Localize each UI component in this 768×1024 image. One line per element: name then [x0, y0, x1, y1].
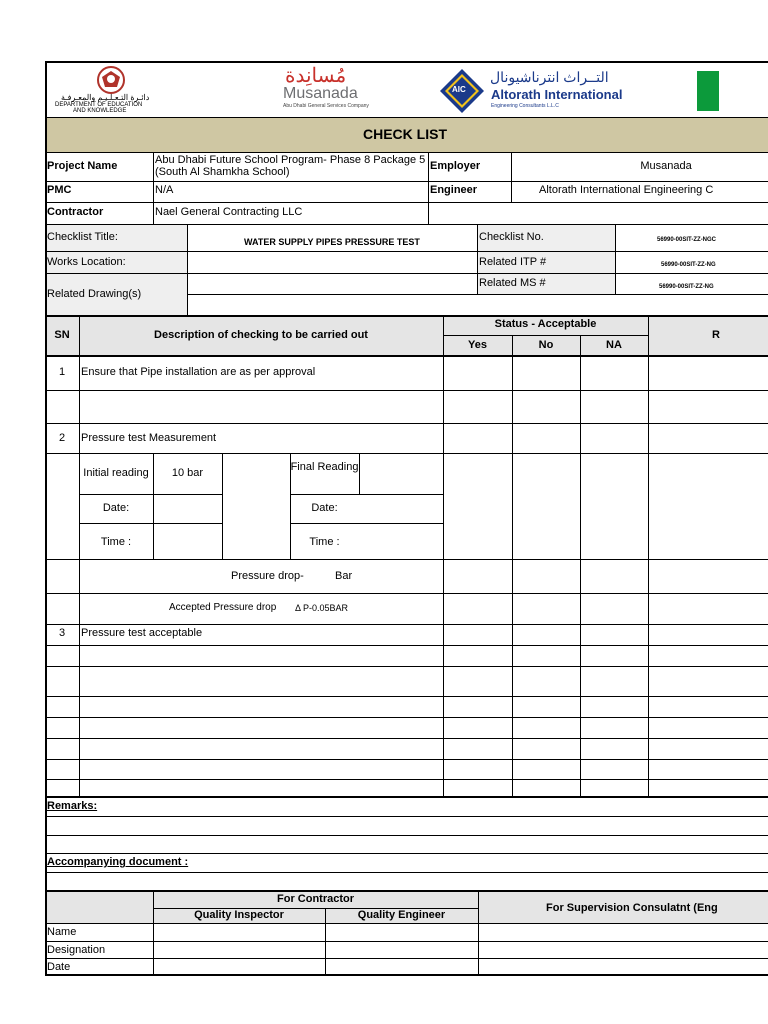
row-2-text: Pressure test Measurement	[81, 432, 217, 444]
project-name-label: Project Name	[47, 160, 118, 172]
related-itp-value: 56990-00SIT-ZZ-NG	[661, 262, 716, 268]
for-supervision-header: For Supervision Consulatnt (Eng	[546, 902, 718, 914]
related-drawings-label: Related Drawing(s)	[47, 288, 142, 300]
musanada-arabic: مُسانِدة	[285, 65, 347, 87]
pmc-value: N/A	[155, 184, 174, 196]
page-title: CHECK LIST	[363, 126, 447, 142]
row-3-sn: 3	[58, 627, 66, 639]
engineer-value: Altorath International Engineering C	[539, 184, 714, 196]
time-label-2: Time :	[309, 536, 340, 548]
musanada-logo	[277, 65, 397, 115]
checklist-title-label: Checklist Title:	[47, 231, 118, 243]
pressure-drop-label: Pressure drop-	[231, 570, 304, 582]
date-label: Date	[47, 961, 71, 973]
checklist-sheet	[45, 61, 768, 976]
pmc-label: PMC	[47, 184, 72, 196]
row-3-text: Pressure test acceptable	[81, 627, 203, 639]
yes-header: Yes	[468, 339, 487, 351]
date-label-1: Date:	[102, 502, 130, 514]
musanada-sub: Abu Dhabi General Services Company	[283, 103, 369, 109]
aic-arabic: التــراث انترناشيونال	[490, 69, 609, 85]
time-label-1: Time :	[100, 536, 132, 548]
initial-reading-value: 10 bar	[171, 467, 204, 479]
row-2-sn: 2	[58, 432, 66, 444]
name-label: Name	[47, 926, 77, 938]
adek-arabic: دائـرة التـعـلـيـم والمعـرفـة	[61, 93, 150, 102]
employer-label: Employer	[430, 160, 481, 172]
accompanying-document-label: Accompanying document :	[47, 856, 189, 868]
accepted-drop-value: Δ P-0.05BAR	[295, 603, 349, 613]
works-location-label: Works Location:	[47, 256, 126, 268]
musanada-name: Musanada	[283, 85, 358, 102]
employer-value: Musanada	[640, 160, 692, 172]
designation-label: Designation	[47, 944, 106, 956]
row-1-sn: 1	[58, 366, 66, 378]
pressure-drop-unit: Bar	[335, 570, 353, 582]
project-name-value: Abu Dhabi Future School Program- Phase 8 Package 5 (South Al Shamkha School)	[155, 154, 426, 178]
initial-reading-label: Initial reading	[83, 467, 149, 479]
related-ms-value: 56990-00SIT-ZZ-NG	[659, 284, 714, 290]
adek-logo	[53, 65, 173, 115]
nael-logo	[697, 71, 719, 111]
remarks-label: Remarks:	[47, 800, 98, 812]
aic-name: Altorath International	[491, 87, 623, 102]
quality-inspector-header: Quality Inspector	[194, 909, 284, 921]
contractor-label: Contractor	[47, 206, 104, 218]
for-contractor-header: For Contractor	[277, 893, 354, 905]
related-itp-label: Related ITP #	[479, 256, 547, 268]
aic-sub: Engineering Consultants L.L.C	[491, 103, 559, 109]
quality-engineer-header: Quality Engineer	[357, 909, 446, 921]
remarks-header: R	[712, 329, 720, 341]
final-reading-label: Final Reading	[290, 461, 359, 473]
description-header: Description of checking to be carried out	[154, 329, 368, 341]
checklist-title-value: WATER SUPPLY PIPES PRESSURE TEST	[244, 237, 420, 247]
checklist-no-label: Checklist No.	[479, 231, 544, 243]
date-label-2: Date:	[311, 502, 338, 514]
row-1-text: Ensure that Pipe installation are as per approval	[81, 366, 316, 378]
contractor-value: Nael General Contracting LLC	[155, 206, 303, 218]
accepted-drop-label: Accepted Pressure drop	[169, 602, 277, 613]
engineer-label: Engineer	[430, 184, 478, 196]
checklist-no-value: 56990-00SIT-ZZ-NGC	[657, 237, 717, 243]
adek-emblem-icon	[96, 65, 126, 95]
status-header: Status - Acceptable	[494, 318, 597, 330]
no-header: No	[538, 339, 554, 351]
na-header: NA	[606, 339, 622, 351]
aic-badge: AIC	[452, 85, 466, 94]
related-ms-label: Related MS #	[479, 277, 546, 289]
adek-line2: AND KNOWLEDGE	[73, 108, 127, 114]
altorath-logo	[438, 65, 638, 115]
adek-line1: DEPARTMENT OF EDUCATION	[55, 102, 143, 108]
sn-header: SN	[54, 329, 70, 341]
